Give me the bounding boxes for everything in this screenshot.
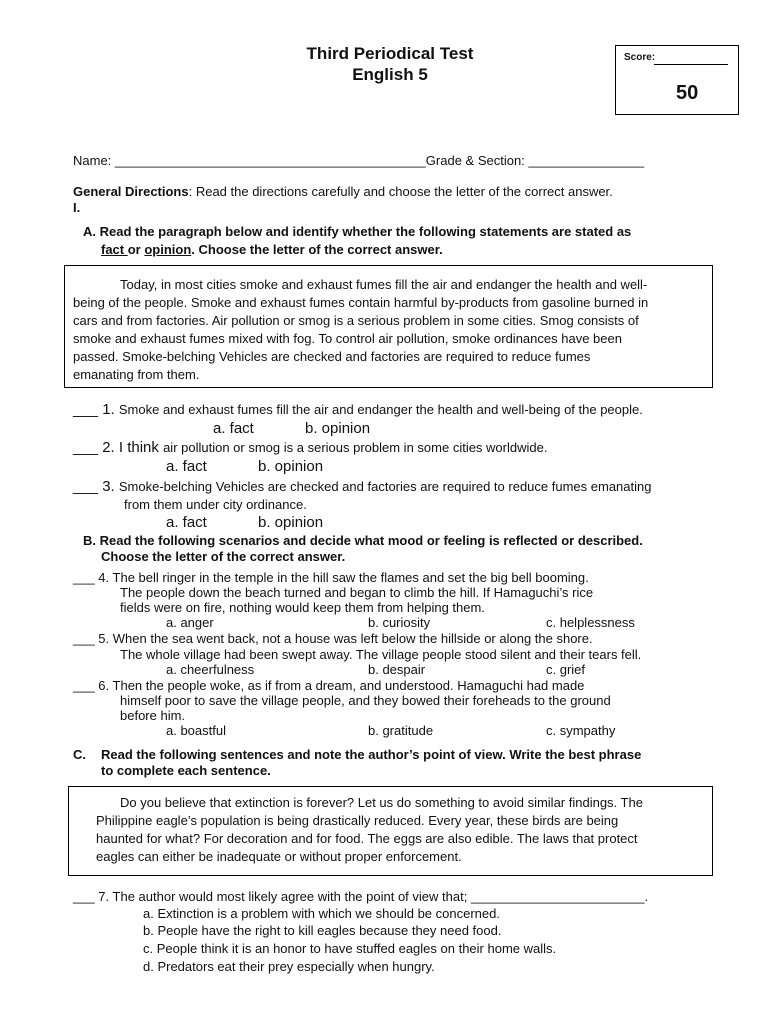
q6-choice-c: c. sympathy xyxy=(546,723,616,738)
section-c-heading-line2: to complete each sentence. xyxy=(101,763,271,778)
score-label: Score: xyxy=(624,52,656,63)
section-b-heading-line2: Choose the letter of the correct answer. xyxy=(101,549,346,564)
question-text: Smoke and exhaust fumes fill the air and endanger the health and well-being of the people. xyxy=(118,402,643,417)
directions-text: : Read the directions carefully and choose the letter of the correct answer. xyxy=(188,184,613,199)
question-1 xyxy=(73,401,643,419)
score-value: 50 xyxy=(676,82,699,104)
passage-c-line: eagles can either be inadequate or without proper enforcement. xyxy=(96,849,462,864)
q7-choice-d: d. Predators eat their prey especially when hungry. xyxy=(143,959,435,974)
opinion-word: opinion xyxy=(144,242,192,257)
or-word: or xyxy=(127,242,145,257)
q3-choice-a: a. fact xyxy=(166,514,207,531)
question-number: 1. xyxy=(102,401,119,418)
passage-a-line: emanating from them. xyxy=(73,367,200,382)
q5-choice-a: a. cheerfulness xyxy=(166,662,255,677)
q2-choice-a: a. fact xyxy=(166,458,207,475)
q1-choice-a: a. fact xyxy=(213,420,254,437)
question-4-line: fields were on fire, nothing would keep them from helping them. xyxy=(120,600,485,615)
question-6-line: himself poor to save the village people, and they bowed their foreheads to the ground xyxy=(120,693,611,708)
directions-label: General Directions xyxy=(73,184,189,199)
section-b-heading: B. Read the following scenarios and decide what mood or feeling is reflected or described. xyxy=(83,533,643,548)
question-3-text-cont: from them under city ordinance. xyxy=(124,497,307,512)
q3-choice-b: b. opinion xyxy=(258,514,324,531)
part-number: I. xyxy=(73,200,81,215)
q2-choice-b: b. opinion xyxy=(258,458,324,475)
question-text: air pollution or smog is a serious problem in some cities worldwide. xyxy=(163,440,548,455)
question-3 xyxy=(73,478,651,496)
question-5-line: The whole village had been swept away. The village people stood silent and their tears fell. xyxy=(120,647,642,662)
section-a-heading: A. Read the paragraph below and identify whether the following statements are stated as xyxy=(83,224,632,239)
passage-a-line: passed. Smoke-belching Vehicles are checked and factories are required to reduce fumes xyxy=(73,349,591,364)
passage-a-line: cars and from factories. Air pollution or smog is a serious problem in some cities. Smog consists of xyxy=(73,313,639,328)
q4-choice-c: c. helplessness xyxy=(546,615,635,630)
question-2 xyxy=(73,439,547,457)
q6-choice-b: b. gratitude xyxy=(368,723,434,738)
section-c-label: C. xyxy=(73,747,86,762)
question-number: 3. xyxy=(102,478,119,495)
question-4-line: The people down the beach turned and began to climb the hill. If Hamaguchi’s rice xyxy=(120,585,594,600)
fact-word: fact xyxy=(101,242,128,257)
passage-c-line: Do you believe that extinction is forever? Let us do something to avoid similar findings. The xyxy=(120,795,643,810)
passage-a-line: smoke and exhaust fumes mixed with fog. To control air pollution, smoke ordinances have been xyxy=(73,331,622,346)
question-number: 2. I think xyxy=(102,439,164,456)
q6-choice-a: a. boastful xyxy=(166,723,226,738)
q7-choice-a: a. Extinction is a problem with which we should be concerned. xyxy=(143,906,500,921)
answer-blank: ___ xyxy=(73,401,103,418)
section-c-heading: Read the following sentences and note the author’s point of view. Write the best phrase xyxy=(101,747,642,762)
passage-c xyxy=(96,794,704,866)
passage-c-line: Philippine eagle’s population is being drastically reduced. Every year, these birds are being xyxy=(96,813,619,828)
passage-a-line: being of the people. Smoke and exhaust fumes contain harmful by-products from gasoline burned in xyxy=(73,295,649,310)
question-6-line: before him. xyxy=(120,708,186,723)
score-box xyxy=(615,45,739,115)
q4-choice-b: b. curiosity xyxy=(368,615,431,630)
general-directions xyxy=(73,184,613,199)
q5-choice-b: b. despair xyxy=(368,662,426,677)
q4-choice-a: a. anger xyxy=(166,615,214,630)
answer-blank: ___ xyxy=(73,439,103,456)
q1-choice-b: b. opinion xyxy=(305,420,371,437)
passage-a xyxy=(73,276,705,384)
section-a-heading-rest: . Choose the letter of the correct answer. xyxy=(191,242,443,257)
question-7: ___ 7. The author would most likely agree with the point of view that; ________________________. xyxy=(73,889,649,904)
q7-choice-c: c. People think it is an honor to have stuffed eagles on their home walls. xyxy=(143,941,557,956)
question-6-line: ___ 6. Then the people woke, as if from a dream, and understood. Hamaguchi had made xyxy=(73,678,585,693)
question-5-line: ___ 5. When the sea went back, not a house was left below the hillside or along the shore. xyxy=(73,631,593,646)
q7-choice-b: b. People have the right to kill eagles because they need food. xyxy=(143,923,502,938)
test-title: Third Periodical Test xyxy=(306,44,474,63)
grade-section-label: Grade & Section: ________________ xyxy=(425,153,645,168)
test-subject: English 5 xyxy=(352,65,428,84)
section-a-heading-line2 xyxy=(101,242,443,257)
passage-a-line: Today, in most cities smoke and exhaust fumes fill the air and endanger the health and well- xyxy=(120,277,648,292)
q5-choice-c: c. grief xyxy=(546,662,586,677)
score-blank xyxy=(654,64,728,65)
answer-blank: ___ xyxy=(73,478,103,495)
name-label: Name: ___________________________________________ xyxy=(73,153,426,168)
passage-c-line: haunted for what? For decoration and for food. The eggs are also edible. The laws that protect xyxy=(96,831,638,846)
name-field xyxy=(73,153,644,168)
question-text: Smoke-belching Vehicles are checked and factories are required to reduce fumes emanating xyxy=(118,479,652,494)
question-4-line: ___ 4. The bell ringer in the temple in the hill saw the flames and set the big bell booming. xyxy=(73,570,589,585)
